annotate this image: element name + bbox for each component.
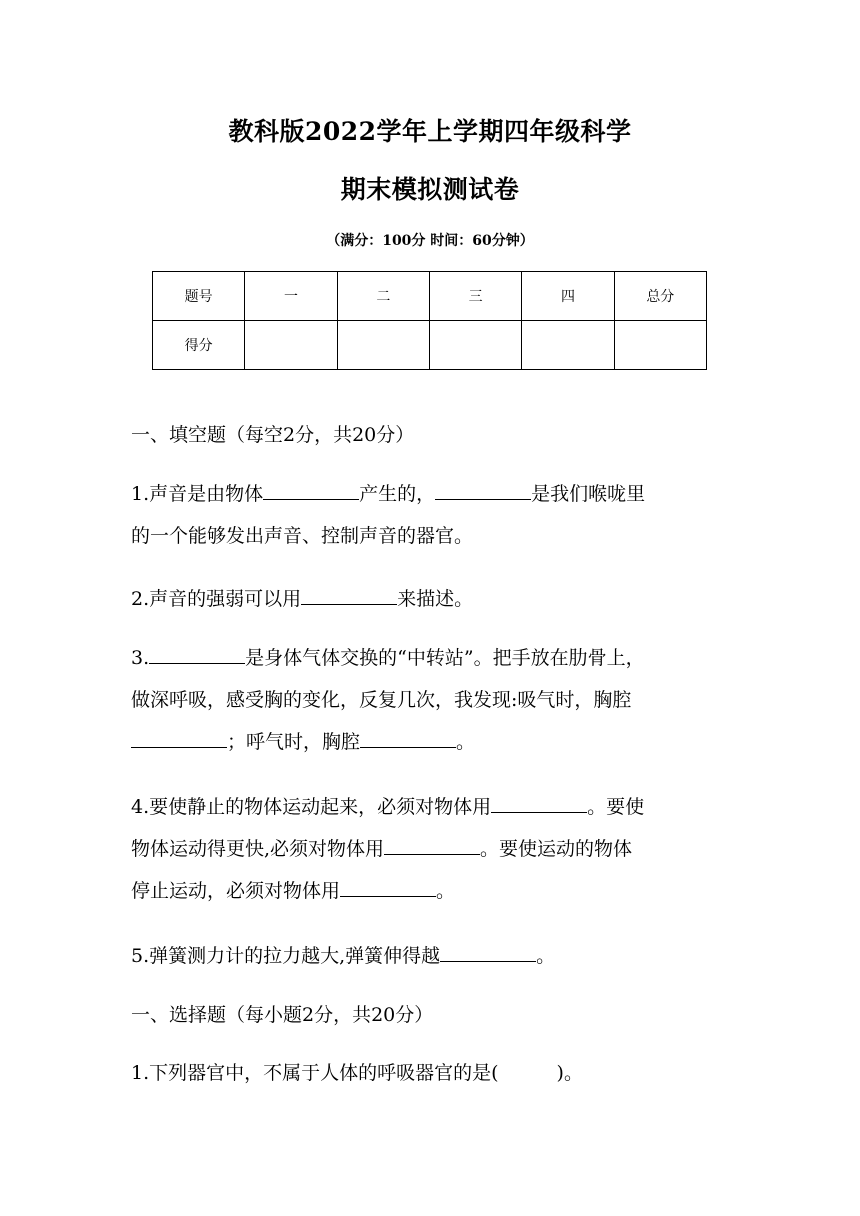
question-3 [131, 637, 731, 763]
answer-blank[interactable] [491, 792, 587, 813]
score-table-header-cell: 四 [522, 272, 614, 321]
question-4 [131, 786, 731, 912]
score-table [152, 271, 707, 370]
q4-text-a: 4.要使静止的物体运动起来，必须对物体用 [131, 796, 492, 818]
q3-text-e: 。 [456, 731, 476, 753]
exam-subtitle: （满分：100分 时间：60分钟） [326, 233, 534, 249]
question-2 [131, 578, 731, 620]
score-table-header-cell: 一 [245, 272, 337, 321]
q5-text-a: 5.弹簧测力计的拉力越大,弹簧伸得越 [131, 945, 441, 967]
q2-text-a: 2.声音的强弱可以用 [131, 588, 302, 610]
score-cell [614, 321, 706, 370]
exam-title-line1: 教科版2022学年上学期四年级科学 [228, 117, 632, 146]
choice-q1-text-b: )。 [556, 1062, 583, 1084]
answer-blank[interactable] [384, 834, 480, 855]
score-cell [522, 321, 614, 370]
choice-q1-text-a: 1.下列器官中，不属于人体的呼吸器官的是( [131, 1062, 499, 1084]
q1-text-c: 是我们喉咙里 [531, 483, 646, 505]
score-table-header-row [153, 272, 707, 321]
score-table-header-cell: 二 [337, 272, 429, 321]
score-table-header-cell: 题号 [153, 272, 245, 321]
score-table-header-cell: 三 [429, 272, 521, 321]
answer-blank[interactable] [435, 479, 531, 500]
q4-text-e: 停止运动，必须对物体用 [131, 880, 341, 902]
q1-text-a: 1.声音是由物体 [131, 483, 264, 505]
q3-text-a: 3. [131, 647, 150, 669]
score-cell [429, 321, 521, 370]
q3-text-d: ；呼气时，胸腔 [227, 731, 361, 753]
q1-text-b: 产生的， [359, 483, 436, 505]
q4-text-f: 。 [436, 880, 456, 902]
choice-question-1 [131, 1052, 731, 1094]
score-table-score-row [153, 321, 707, 370]
q4-text-d: 。要使运动的物体 [480, 838, 633, 860]
q4-text-b: 。要使 [587, 796, 645, 818]
score-table-header-cell: 总分 [614, 272, 706, 321]
answer-blank[interactable] [340, 876, 436, 897]
exam-title-line2: 期末模拟测试卷 [340, 175, 520, 204]
section1-heading: 一、填空题（每空2分，共20分） [131, 424, 415, 446]
question-1 [131, 473, 731, 557]
answer-blank[interactable] [440, 941, 536, 962]
question-5 [131, 935, 731, 977]
q5-text-b: 。 [536, 945, 556, 967]
answer-blank[interactable] [263, 479, 359, 500]
q3-text-b: 是身体气体交换的“中转站”。把手放在肋骨上， [245, 647, 645, 669]
q1-text-d: 的一个能够发出声音、控制声音的器官。 [131, 525, 474, 547]
score-cell [337, 321, 429, 370]
section2-heading: 一、选择题（每小题2分，共20分） [131, 1004, 434, 1026]
answer-blank[interactable] [149, 643, 245, 664]
answer-blank[interactable] [301, 584, 397, 605]
score-table-row-label: 得分 [153, 321, 245, 370]
score-cell [245, 321, 337, 370]
q2-text-b: 来描述。 [397, 588, 474, 610]
q3-text-c: 做深呼吸，感受胸的变化，反复几次，我发现:吸气时，胸腔 [131, 689, 632, 711]
answer-blank[interactable] [360, 727, 456, 748]
answer-blank[interactable] [131, 727, 227, 748]
q4-text-c: 物体运动得更快,必须对物体用 [131, 838, 385, 860]
